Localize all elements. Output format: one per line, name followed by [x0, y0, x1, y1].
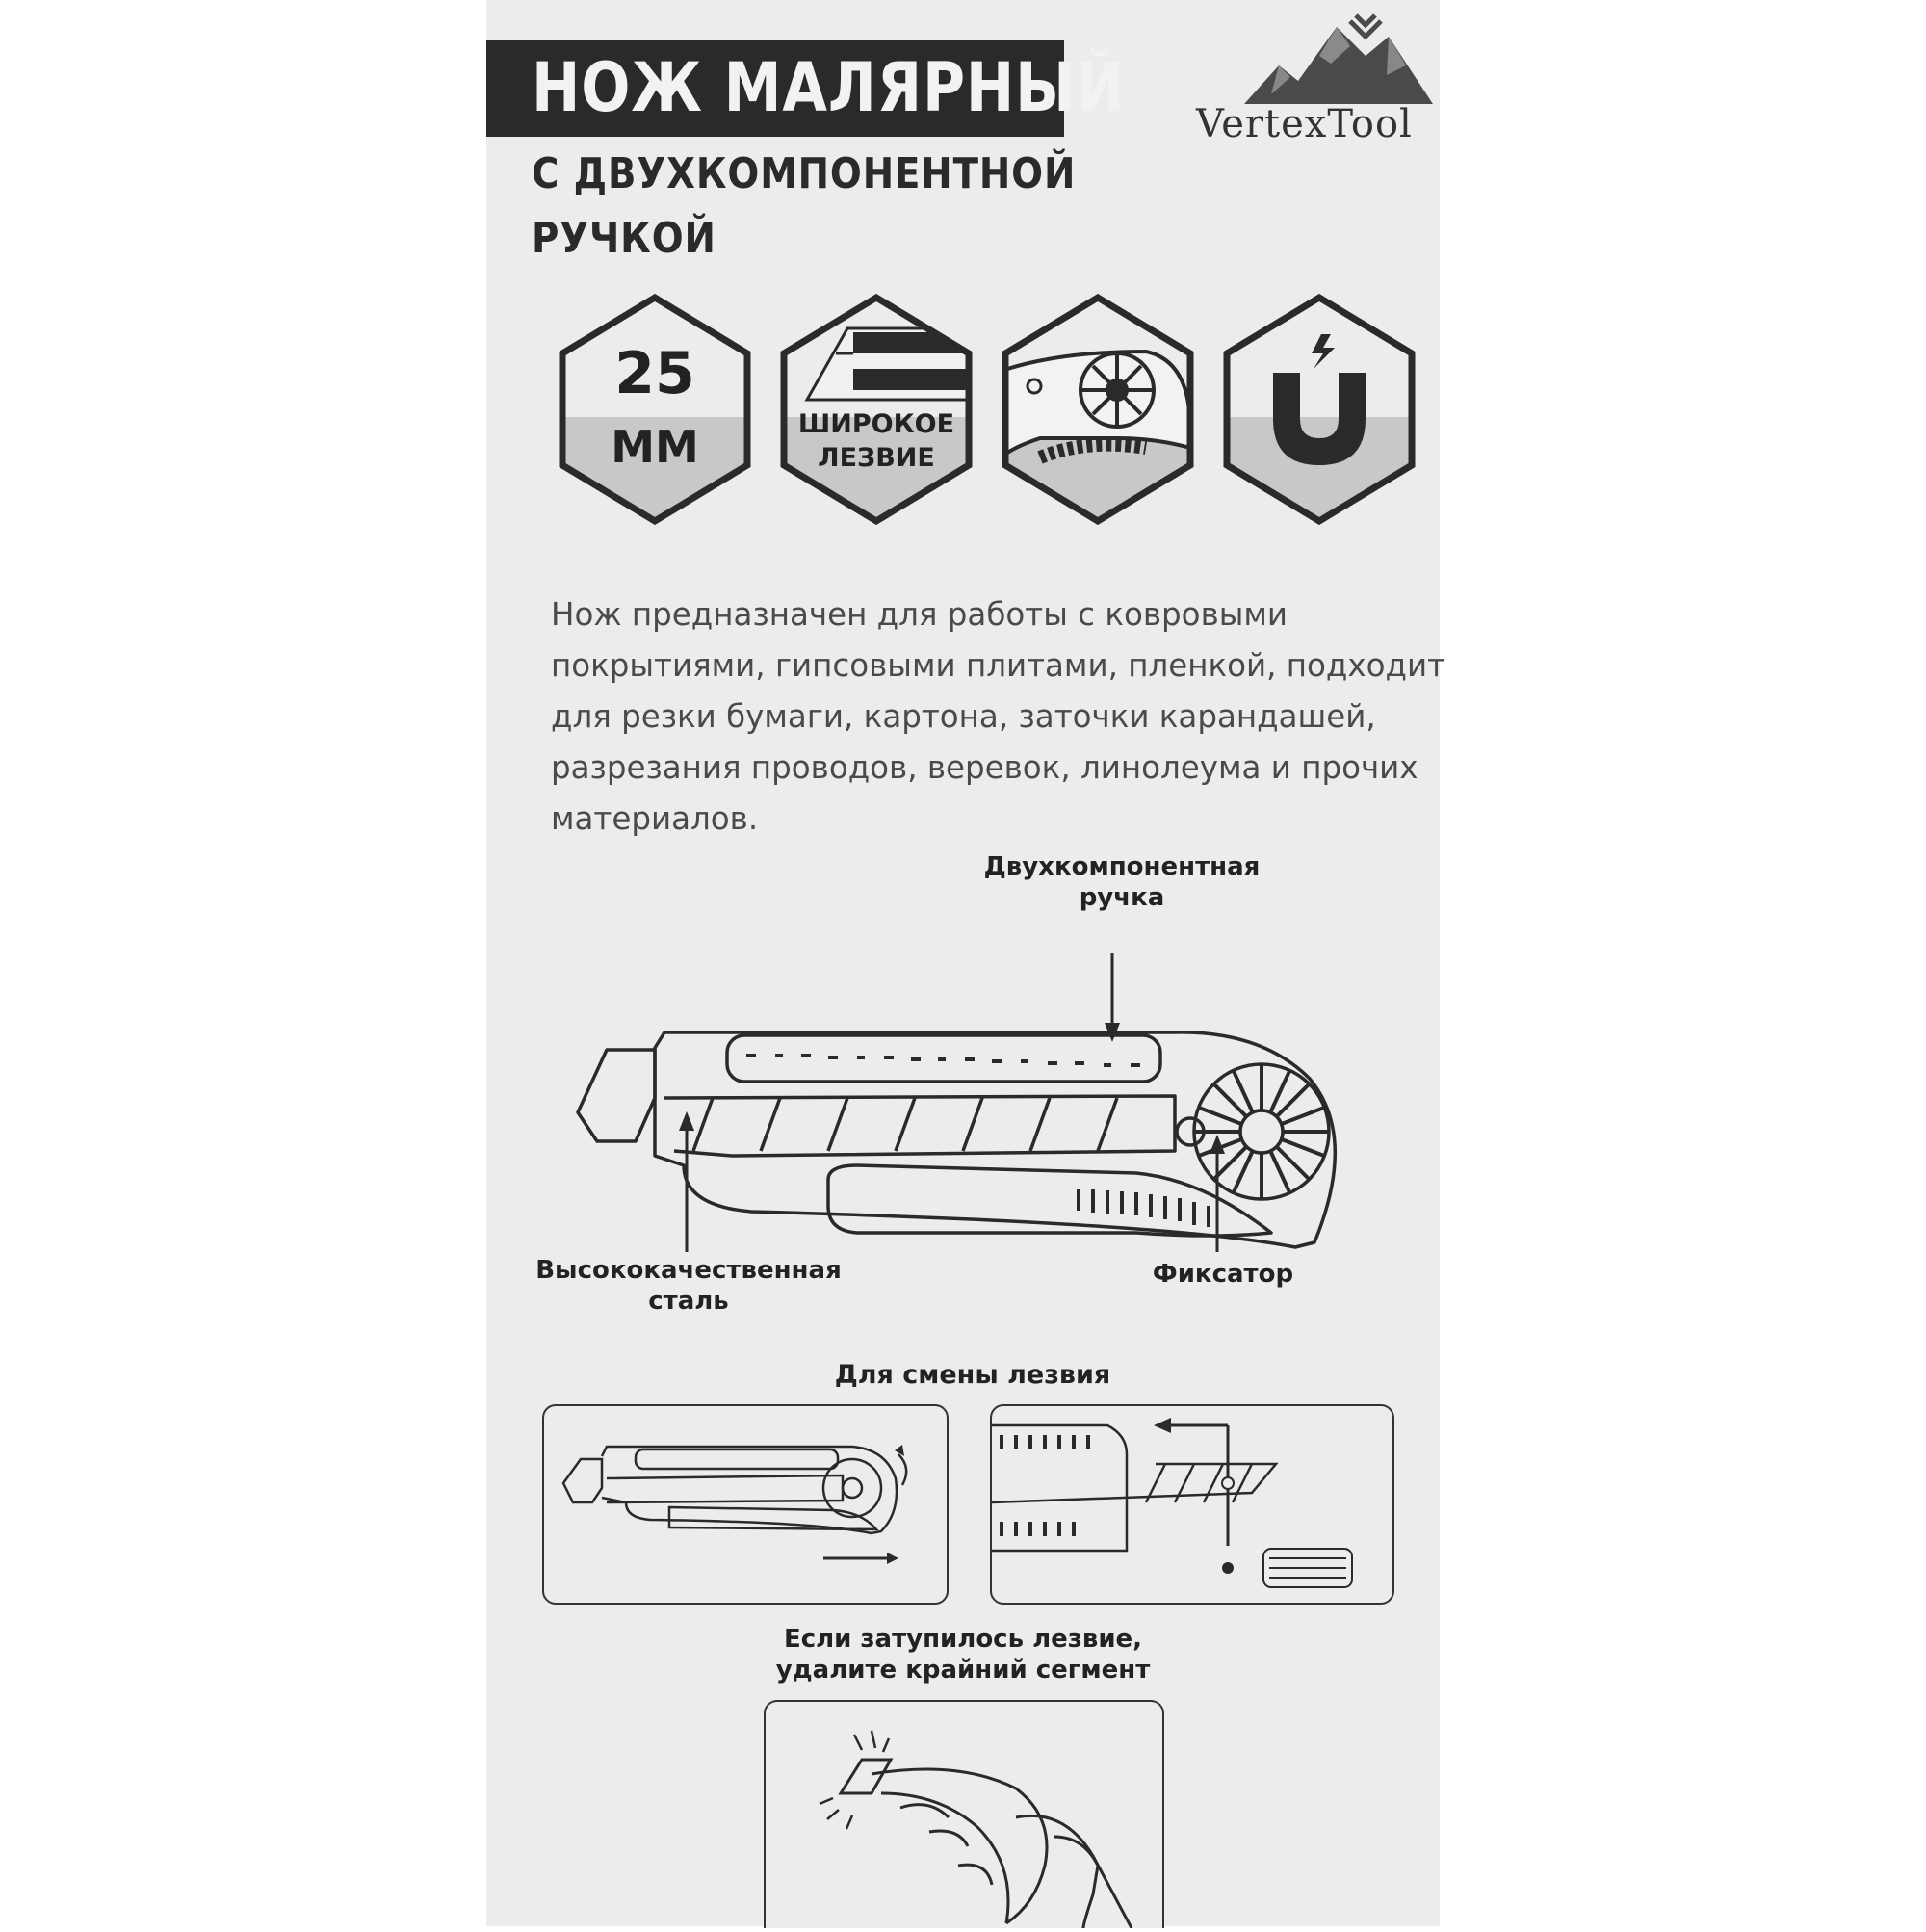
mountain-logo-icon: [1242, 8, 1444, 104]
blade-width-value: 25: [614, 340, 695, 407]
hexagon-badge-icon: [559, 294, 751, 525]
steel-label: Высококачественная сталь: [535, 1256, 842, 1316]
description-line: материалов.: [551, 800, 759, 837]
blade-change-heading: Для смены лезвия: [834, 1360, 1111, 1390]
handle-label: Двухкомпонентная ручка: [983, 852, 1261, 912]
blade-remove-illustration: [992, 1406, 1392, 1603]
lock-label: Фиксатор: [1152, 1260, 1294, 1289]
wide-blade-line1: ШИРОКОЕ: [797, 409, 955, 439]
feature-magnet: [1223, 294, 1416, 525]
magnet-icon: [1223, 294, 1416, 525]
knife-unlock-illustration: [544, 1406, 947, 1603]
product-description: [551, 589, 1446, 845]
lock-wheel-icon: [1002, 294, 1194, 525]
product-title: НОЖ МАЛЯРНЫЙ: [532, 48, 1126, 127]
product-subtitle-line2: РУЧКОЙ: [532, 214, 716, 263]
feature-wide-blade: [780, 294, 973, 525]
dull-blade-instruction: Если затупилось лезвие, удалите крайний сегмент: [775, 1625, 1151, 1684]
knife-diagram: [539, 953, 1406, 1271]
snap-segment-box: [764, 1700, 1164, 1928]
feature-blade-width: [559, 294, 751, 525]
description-line: для резки бумаги, картона, заточки карандашей,: [551, 698, 1376, 735]
product-subtitle-line1: С ДВУХКОМПОНЕНТНОЙ: [532, 149, 1077, 198]
wide-blade-line2: ЛЕЗВИЕ: [818, 443, 935, 473]
blade-width-unit: ММ: [611, 421, 699, 473]
blade-change-step-1: [542, 1404, 949, 1605]
snap-segment-illustration: [766, 1702, 1162, 1928]
description-line: покрытиями, гипсовыми плитами, пленкой, подходит: [551, 647, 1446, 684]
blade-change-step-2: [990, 1404, 1394, 1605]
brand-name: VertexTool: [1196, 102, 1413, 146]
description-line: Нож предназначен для работы с ковровыми: [551, 596, 1288, 633]
feature-lock-wheel: [1002, 294, 1194, 525]
description-line: разрезания проводов, веревок, линолеума и прочих: [551, 749, 1418, 786]
